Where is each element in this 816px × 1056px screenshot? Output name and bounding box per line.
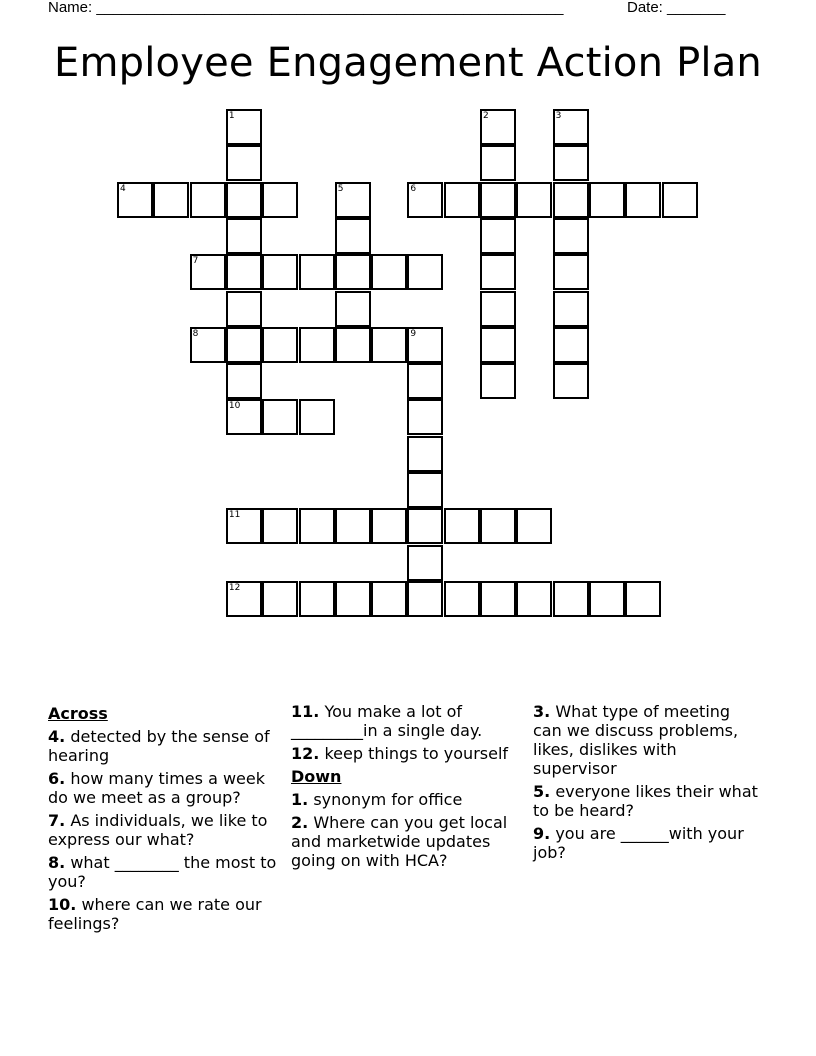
- grid-cell[interactable]: [516, 182, 552, 218]
- grid-cell[interactable]: [262, 254, 298, 290]
- grid-cell[interactable]: [153, 182, 189, 218]
- grid-cell[interactable]: [299, 254, 335, 290]
- grid-cell[interactable]: [625, 182, 661, 218]
- grid-cell[interactable]: [407, 581, 443, 617]
- grid-cell[interactable]: [407, 545, 443, 581]
- clue-down-2: [291, 813, 527, 870]
- grid-cell[interactable]: [553, 327, 589, 363]
- grid-cell[interactable]: [226, 581, 262, 617]
- grid-cell[interactable]: [480, 182, 516, 218]
- clue-number-label: 10: [228, 401, 241, 412]
- clue-text: You make a lot of _________in a single day.: [291, 702, 483, 740]
- clue-number-label: 4: [120, 183, 126, 194]
- grid-cell[interactable]: [444, 508, 480, 544]
- clue-number-label: 5: [337, 183, 344, 194]
- clue-across-4: [48, 727, 280, 765]
- grid-cell[interactable]: [407, 254, 443, 290]
- grid-cell[interactable]: [117, 182, 153, 218]
- grid-cell[interactable]: [480, 581, 516, 617]
- down-heading: Down: [291, 767, 342, 786]
- clue-text: detected by the sense of hearing: [48, 727, 270, 765]
- page-title: Employee Engagement Action Plan: [54, 40, 762, 86]
- clue-number-label: 3: [555, 111, 562, 121]
- grid-cell[interactable]: [371, 327, 407, 363]
- clue-across-11: [291, 702, 527, 740]
- grid-cell[interactable]: [226, 145, 262, 181]
- clue-text: where can we rate our feelings?: [48, 895, 262, 933]
- grid-cell[interactable]: [553, 182, 589, 218]
- clue-down-5: [533, 782, 763, 820]
- grid-cell[interactable]: [335, 182, 371, 218]
- grid-cell[interactable]: [262, 399, 298, 435]
- across-heading: Across: [48, 704, 108, 723]
- grid-cell[interactable]: [335, 508, 371, 544]
- clue-number: 6.: [48, 769, 66, 788]
- clue-number: 2.: [291, 813, 309, 832]
- clue-number: 4.: [48, 727, 66, 746]
- grid-cell[interactable]: [335, 218, 371, 254]
- grid-cell[interactable]: [299, 327, 335, 363]
- grid-cell[interactable]: [262, 182, 298, 218]
- clue-text: What type of meeting can we discuss problems, likes, dislikes with supervisor: [533, 702, 739, 778]
- grid-cell[interactable]: [299, 581, 335, 617]
- clue-number-label: 1: [228, 111, 235, 121]
- name-field-label[interactable]: Name: ________________________________________________________: [48, 0, 564, 16]
- clue-text: everyone likes their what to be heard?: [533, 782, 758, 820]
- clue-number: 10.: [48, 895, 77, 914]
- clue-number-label: 11: [228, 510, 241, 521]
- grid-cell[interactable]: [407, 399, 443, 435]
- grid-cell[interactable]: [190, 254, 226, 290]
- grid-cell[interactable]: [226, 182, 262, 218]
- clue-across-8: [48, 853, 280, 891]
- grid-cell[interactable]: [444, 182, 480, 218]
- grid-cell[interactable]: [480, 363, 516, 399]
- grid-cell[interactable]: [190, 327, 226, 363]
- clue-number-label: 8: [192, 328, 199, 339]
- clue-text: how many times a week do we meet as a group?: [48, 769, 265, 807]
- grid-cell[interactable]: [480, 291, 516, 327]
- grid-cell[interactable]: [371, 254, 407, 290]
- clue-across-12: [291, 744, 527, 763]
- grid-cell[interactable]: [371, 508, 407, 544]
- grid-cell[interactable]: [589, 182, 625, 218]
- clue-text: what ________ the most to you?: [48, 853, 277, 891]
- grid-cell[interactable]: [335, 291, 371, 327]
- grid-cell[interactable]: [480, 109, 516, 145]
- grid-cell[interactable]: [480, 508, 516, 544]
- grid-cell[interactable]: [335, 327, 371, 363]
- grid-cell[interactable]: [516, 581, 552, 617]
- grid-cell[interactable]: [625, 581, 661, 617]
- grid-cell[interactable]: [335, 254, 371, 290]
- grid-cell[interactable]: [226, 363, 262, 399]
- grid-cell[interactable]: [226, 218, 262, 254]
- clue-number-label: 7: [192, 256, 199, 267]
- grid-cell[interactable]: [262, 327, 298, 363]
- clue-text: Where can you get local and marketwide updates going on with HCA?: [291, 813, 508, 870]
- clue-number-label: 12: [228, 582, 241, 593]
- clue-number: 5.: [533, 782, 551, 801]
- clue-number-label: 9: [410, 328, 417, 339]
- grid-cell[interactable]: [226, 109, 262, 145]
- clues-column-3: [533, 702, 763, 866]
- grid-cell[interactable]: [553, 581, 589, 617]
- grid-cell[interactable]: [553, 145, 589, 181]
- grid-cell[interactable]: [407, 436, 443, 472]
- clue-down-1: [291, 790, 527, 809]
- grid-cell[interactable]: [407, 182, 443, 218]
- grid-cell[interactable]: [662, 182, 698, 218]
- grid-cell[interactable]: [480, 254, 516, 290]
- clue-down-3: [533, 702, 763, 778]
- grid-cell[interactable]: [516, 508, 552, 544]
- grid-cell[interactable]: [480, 327, 516, 363]
- clue-number: 8.: [48, 853, 66, 872]
- clue-number: 12.: [291, 744, 320, 763]
- grid-cell[interactable]: [262, 581, 298, 617]
- grid-cell[interactable]: [407, 363, 443, 399]
- grid-cell[interactable]: [553, 291, 589, 327]
- date-field-label[interactable]: Date: _______: [627, 0, 726, 16]
- grid-cell[interactable]: [226, 399, 262, 435]
- grid-cell[interactable]: [553, 254, 589, 290]
- clue-down-9: [533, 824, 763, 862]
- grid-cell[interactable]: [190, 182, 226, 218]
- clue-number: 9.: [533, 824, 551, 843]
- clue-text: As individuals, we like to express our what?: [48, 811, 268, 849]
- clue-across-6: [48, 769, 280, 807]
- grid-cell[interactable]: [299, 399, 335, 435]
- clue-number: 11.: [291, 702, 320, 721]
- grid-cell[interactable]: [407, 327, 443, 363]
- clue-text: keep things to yourself: [324, 744, 509, 763]
- grid-cell[interactable]: [480, 145, 516, 181]
- clues-column-2: [291, 702, 527, 874]
- clue-across-7: [48, 811, 280, 849]
- grid-cell[interactable]: [226, 254, 262, 290]
- clue-text: you are ______with your job?: [533, 824, 744, 862]
- clue-number-label: 2: [483, 111, 489, 121]
- clue-text: synonym for office: [313, 790, 463, 809]
- grid-cell[interactable]: [335, 581, 371, 617]
- grid-cell[interactable]: [226, 291, 262, 327]
- clue-number: 7.: [48, 811, 66, 830]
- grid-cell[interactable]: [480, 218, 516, 254]
- grid-cell[interactable]: [553, 218, 589, 254]
- clue-number: 1.: [291, 790, 309, 809]
- grid-cell[interactable]: [407, 508, 443, 544]
- grid-cell[interactable]: [553, 363, 589, 399]
- clue-number: 3.: [533, 702, 551, 721]
- clues-column-1: [48, 702, 280, 937]
- grid-cell[interactable]: [553, 109, 589, 145]
- clue-across-10: [48, 895, 280, 933]
- grid-cell[interactable]: [371, 581, 407, 617]
- grid-cell[interactable]: [226, 508, 262, 544]
- grid-cell[interactable]: [299, 508, 335, 544]
- grid-cell[interactable]: [589, 581, 625, 617]
- grid-cell[interactable]: [262, 508, 298, 544]
- grid-cell[interactable]: [444, 581, 480, 617]
- grid-cell[interactable]: [407, 472, 443, 508]
- grid-cell[interactable]: [226, 327, 262, 363]
- clue-number-label: 6: [410, 183, 417, 194]
